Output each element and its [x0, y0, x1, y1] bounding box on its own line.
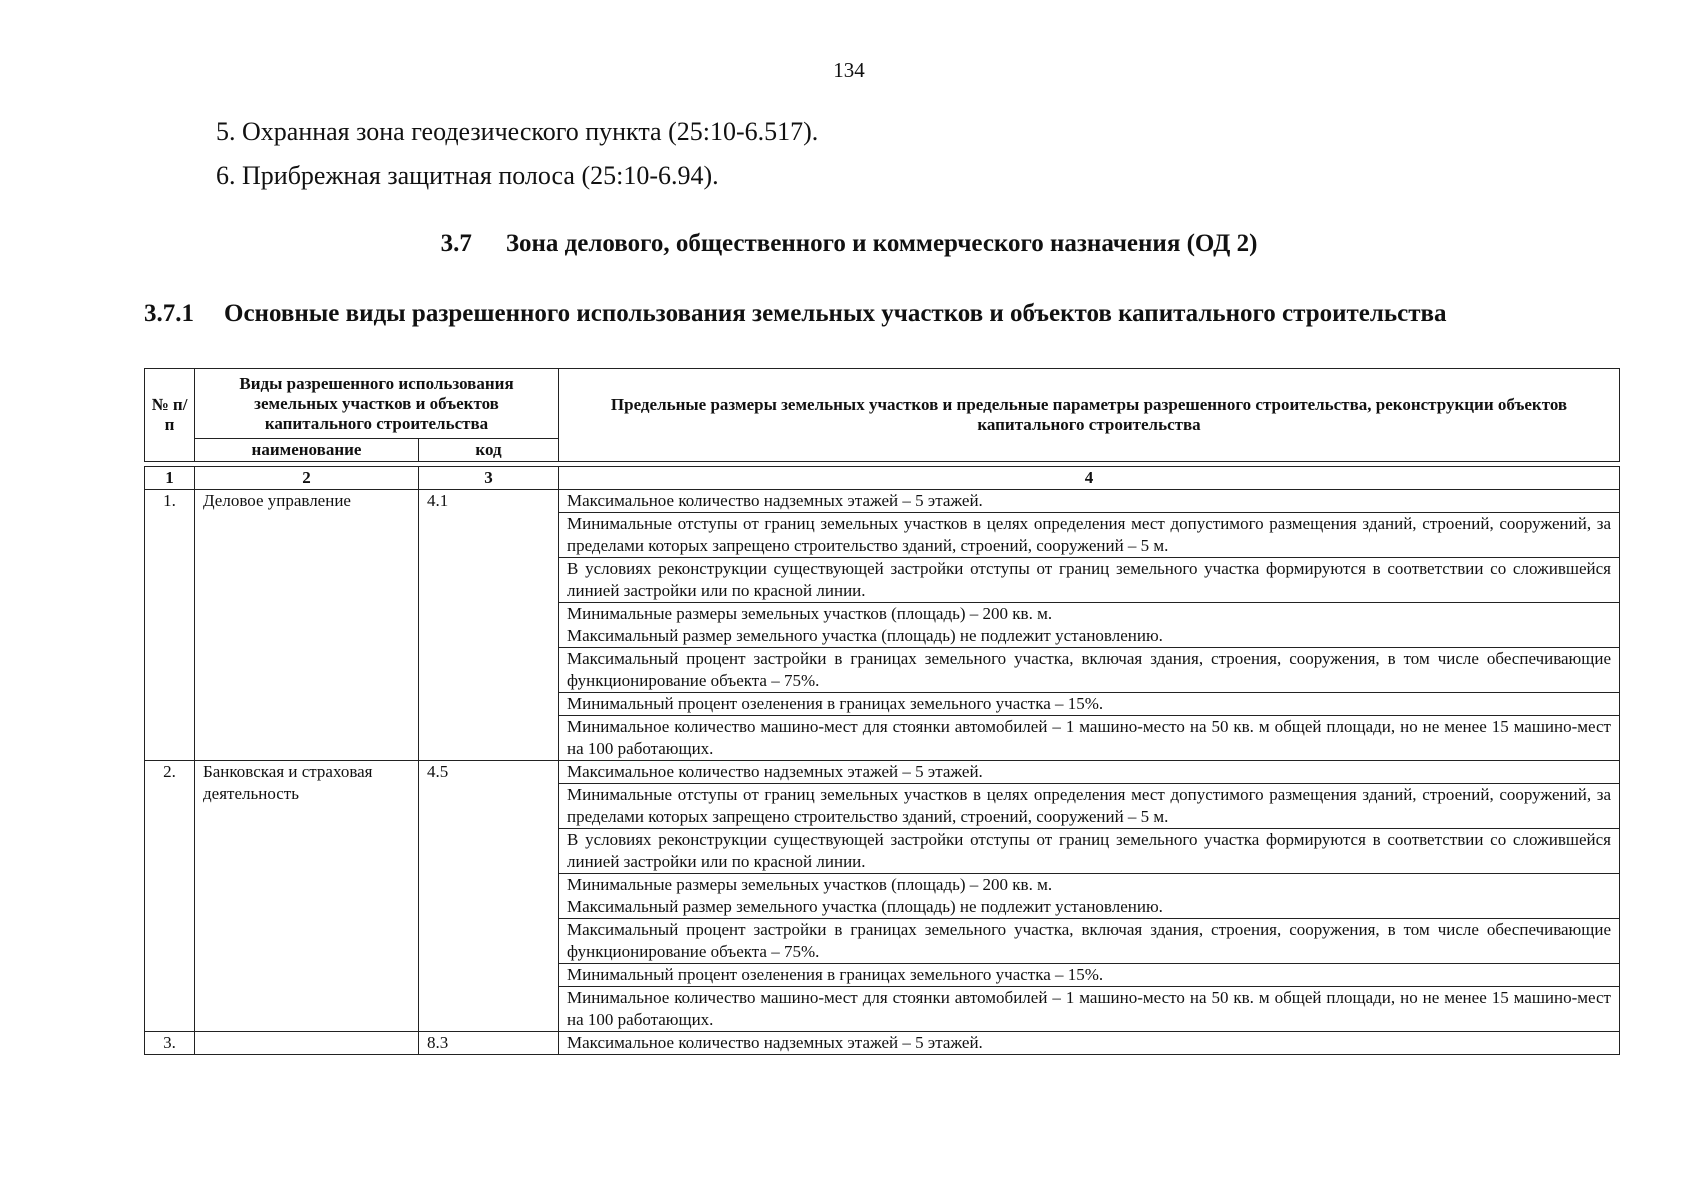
subsection-title: Основные виды разрешенного использования земельных участков и объектов капитального строительства — [224, 300, 1447, 327]
parameter-cell: В условиях реконструкции существующей застройки отступы от границ земельного участка формируются в соответствии со сложившейся линией застройки или по красной линии. — [559, 558, 1620, 603]
row-number: 2. — [145, 761, 195, 1032]
section-heading — [0, 230, 1698, 258]
column-number: 2 — [195, 467, 419, 490]
row-number: 1. — [145, 490, 195, 761]
header-limits: Предельные размеры земельных участков и предельные параметры разрешенного строительства, реконструкции объектов капитального строительства — [559, 369, 1620, 462]
table-row — [145, 490, 1620, 513]
use-code: 4.1 — [419, 490, 559, 761]
parameter-cell: В условиях реконструкции существующей застройки отступы от границ земельного участка формируются в соответствии со сложившейся линией застройки или по красной линии. — [559, 829, 1620, 874]
parameter-cell: Максимальный процент застройки в границах земельного участка, включая здания, строения, сооружения, в том числе обеспечивающие функционирование объекта – 75%. — [559, 919, 1620, 964]
header-num: № п/п — [145, 369, 195, 462]
parameter-cell: Максимальное количество надземных этажей – 5 этажей. — [559, 490, 1620, 513]
column-number: 4 — [559, 467, 1620, 490]
table-header — [144, 368, 1620, 462]
table-row — [145, 761, 1620, 784]
header-kinds: Виды разрешенного использования земельных участков и объектов капитального строительства — [195, 369, 559, 439]
section-number: 3.7 — [440, 230, 472, 257]
use-code: 4.5 — [419, 761, 559, 1032]
parameter-cell: Максимальный процент застройки в границах земельного участка, включая здания, строения, сооружения, в том числе обеспечивающие функционирование объекта – 75%. — [559, 648, 1620, 693]
parameter-cell: Минимальное количество машино-мест для стоянки автомобилей – 1 машино-место на 50 кв. м общей площади, но не менее 15 машино-мест на 100 работающих. — [559, 716, 1620, 761]
page-number: 134 — [833, 58, 865, 82]
use-code: 8.3 — [419, 1032, 559, 1055]
header-name: наименование — [195, 439, 419, 462]
parameter-cell: Минимальное количество машино-мест для стоянки автомобилей – 1 машино-место на 50 кв. м общей площади, но не менее 15 машино-мест на 100 работающих. — [559, 987, 1620, 1032]
column-number: 1 — [145, 467, 195, 490]
parameter-cell: Максимальное количество надземных этажей – 5 этажей. — [559, 761, 1620, 784]
row-number: 3. — [145, 1032, 195, 1055]
column-number: 3 — [419, 467, 559, 490]
header-code: код — [419, 439, 559, 462]
use-name: Банковская и страховая деятельность — [195, 761, 419, 1032]
list-item: 6. Прибрежная защитная полоса (25:10-6.94). — [216, 161, 719, 190]
use-name: Деловое управление — [195, 490, 419, 761]
parameter-cell: Минимальные отступы от границ земельных участков в целях определения мест допустимого размещения зданий, строений, сооружений, за пределами которых запрещено строительство зданий, строений, сооружений – 5 м. — [559, 784, 1620, 829]
subsection-number: 3.7.1 — [144, 300, 194, 327]
parameter-cell: Минимальные размеры земельных участков (площадь) – 200 кв. м. Максимальный размер земельного участка (площадь) не подлежит установлению. — [559, 874, 1620, 919]
use-name — [195, 1032, 419, 1055]
subsection-heading — [144, 300, 1447, 328]
parameter-cell: Минимальные отступы от границ земельных участков в целях определения мест допустимого размещения зданий, строений, сооружений, за пределами которых запрещено строительство зданий, строений, сооружений – 5 м. — [559, 513, 1620, 558]
column-numbers-row — [145, 467, 1620, 490]
parameter-cell: Максимальное количество надземных этажей – 5 этажей. — [559, 1032, 1620, 1055]
table-row — [145, 1032, 1620, 1055]
parameter-cell: Минимальный процент озеленения в границах земельного участка – 15%. — [559, 964, 1620, 987]
list-item: 5. Охранная зона геодезического пункта (25:10-6.517). — [216, 117, 819, 146]
parameter-cell: Минимальные размеры земельных участков (площадь) – 200 кв. м. Максимальный размер земельного участка (площадь) не подлежит установлению. — [559, 603, 1620, 648]
zoning-table — [144, 466, 1620, 1055]
parameter-cell: Минимальный процент озеленения в границах земельного участка – 15%. — [559, 693, 1620, 716]
section-title: Зона делового, общественного и коммерческого назначения (ОД 2) — [505, 230, 1258, 257]
